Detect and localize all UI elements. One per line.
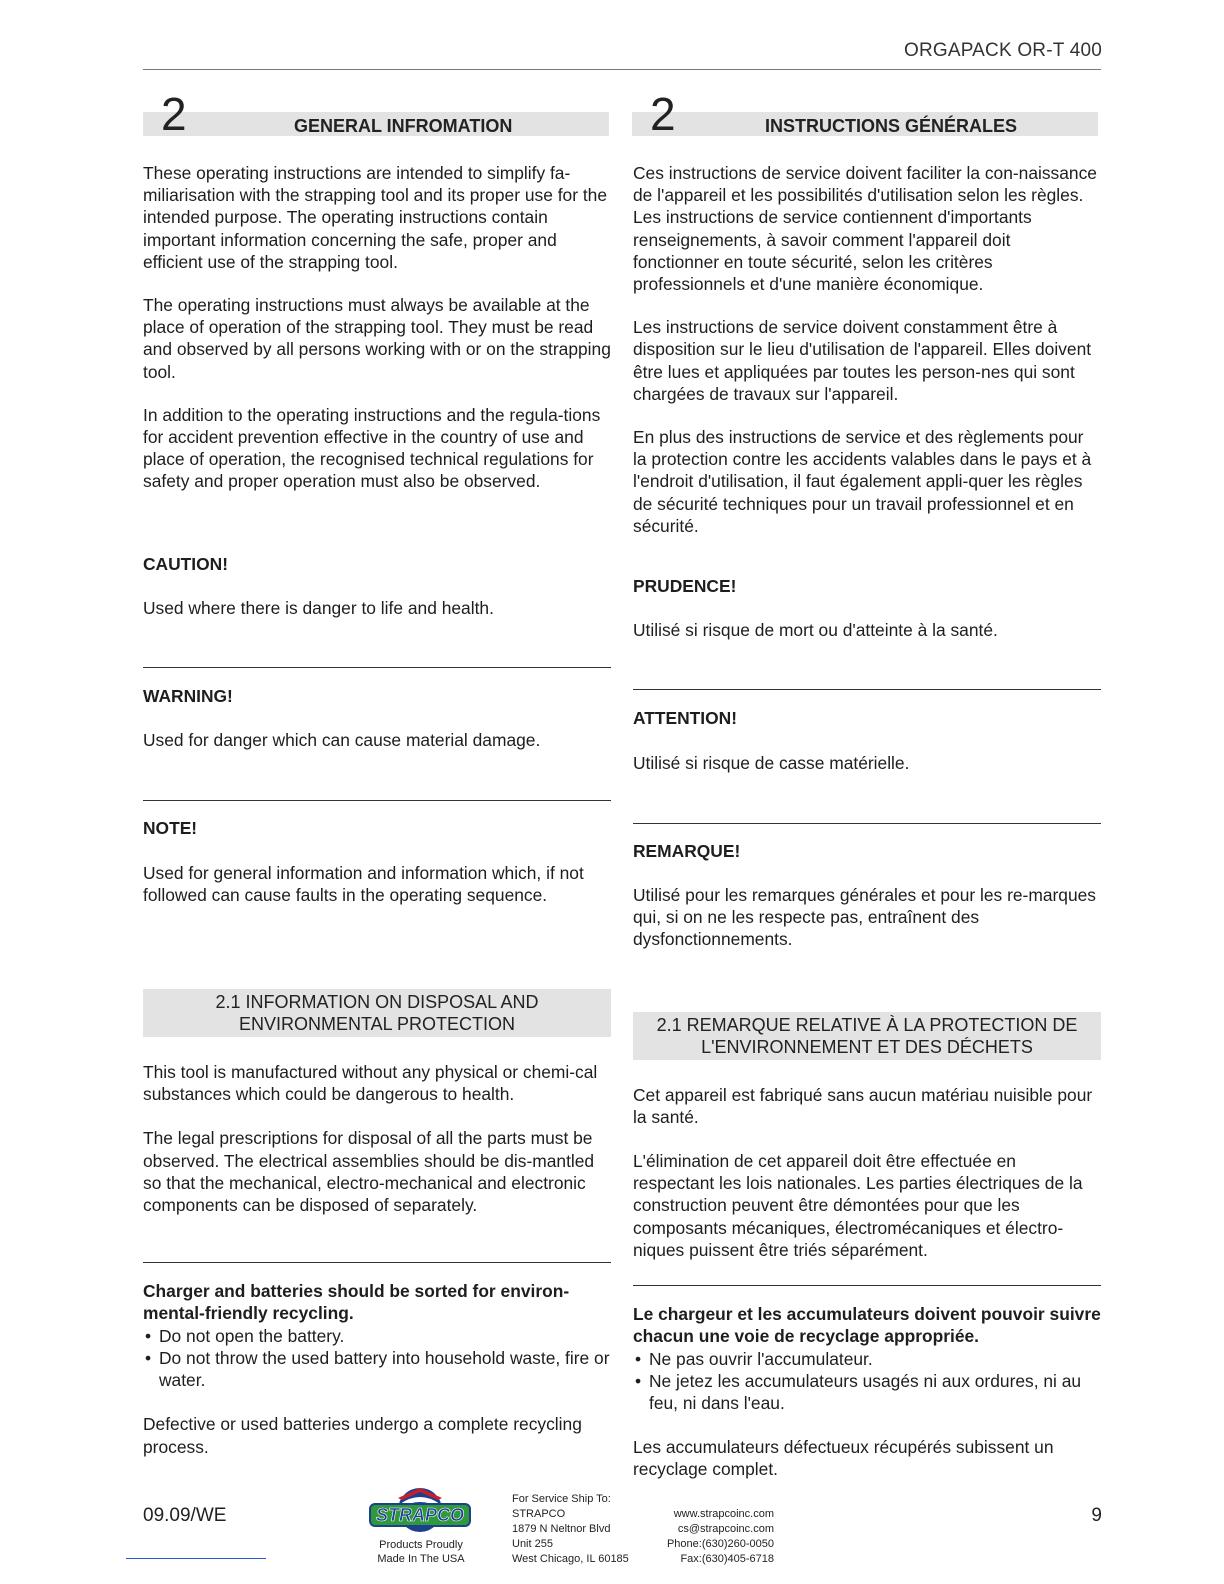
phone-number: Phone:(630)260-0050: [666, 1538, 774, 1550]
intro-paragraph: The operating instructions must always be available at the place of operation of the strapping tool. They must be read and observed by all persons working with or on the strapping tool.: [143, 295, 611, 382]
warning-label: ATTENTION!: [633, 708, 738, 729]
battery-list: [143, 1325, 611, 1392]
logo-tagline: [366, 1538, 476, 1566]
section-title: INSTRUCTIONS GÉNÉRALES: [765, 116, 1018, 136]
list-item: • Do not throw the used battery into household waste, fire or water.: [143, 1347, 611, 1391]
note-label: REMARQUE!: [633, 840, 741, 861]
intro-paragraph: Ces instructions de service doivent faciliter la con-naissance de l'appareil et les possibilités d'utilisation selon les règles. Les instructions de service contiennent d'importants renseignements, à savoir comment l'appareil doit fonctionner en toute sécurité, selon les critères professionnels et d'une manière économique.: [633, 163, 1097, 295]
caution-label: CAUTION!: [143, 553, 229, 574]
logo-tagline-line: Products Proudly: [379, 1539, 463, 1551]
section-number: 2: [161, 88, 187, 140]
notice-divider: [633, 1285, 1101, 1286]
address-line: For Service Ship To:: [512, 1493, 611, 1505]
address-line: West Chicago, IL 60185: [512, 1553, 629, 1565]
section-heading-en: [143, 88, 609, 140]
logo-tagline-line: Made In The USA: [377, 1553, 465, 1565]
section-heading-fr: [632, 88, 1098, 140]
warning-label: WARNING!: [143, 686, 233, 707]
caution-label: PRUDENCE!: [633, 576, 737, 597]
intro-paragraph: Les instructions de service doivent constamment être à disposition sur le lieu d'utilisation de l'appareil. Elles doivent être lues et appliquées par toutes les person-nes qui sont chargées de travaux sur l'appareil.: [633, 317, 1092, 404]
address-line: Unit 255: [512, 1538, 553, 1550]
section-number: 2: [650, 88, 676, 140]
footer-link-underline: [126, 1558, 266, 1559]
list-item: • Ne jetez les accumulateurs usagés ni aux ordures, ni au feu, ni dans l'eau.: [633, 1370, 1101, 1414]
address-line: 1879 N Neltnor Blvd: [512, 1523, 611, 1535]
intro-paragraph: These operating instructions are intended to simplify fa-miliarisation with the strapping tool and its proper use for the intended purpose. The operating instructions contain important information concerning the safe, proper and efficient use of the strapping tool.: [143, 163, 607, 272]
notice-divider: [633, 689, 1101, 690]
email-link[interactable]: cs@strapcoinc.com: [677, 1523, 774, 1535]
notice-divider: [633, 823, 1101, 824]
list-item: • Ne pas ouvrir l'accumulateur.: [633, 1348, 1101, 1370]
subsection-title: 2.1 INFORMATION ON DISPOSAL AND ENVIRONMENTAL PROTECTION: [143, 989, 611, 1037]
fax-number: Fax:(630)405-6718: [680, 1553, 774, 1565]
address-line: STRAPCO: [512, 1508, 566, 1520]
intro-paragraph: In addition to the operating instructions and the regula-tions for accident prevention effective in the country of use and place of operation, the recognised technical regulations for safety and proper operation must also be observed.: [143, 404, 601, 492]
notice-divider: [143, 800, 611, 801]
battery-closing: Les accumulateurs défectueux récupérés subissent un recyclage complet.: [633, 1437, 1054, 1480]
list-item: • Do not open the battery.: [143, 1325, 611, 1347]
disposal-paragraph: The legal prescriptions for disposal of all the parts must be observed. The electrical assemblies should be dis-mantled so that the mechanical, electro-mechanical and electronic components can be disposed of separately.: [143, 1128, 595, 1216]
french-column: [633, 162, 1101, 1481]
english-column: [143, 162, 611, 1458]
contact-info: [650, 1507, 774, 1567]
intro-paragraph: En plus des instructions de service et des règlements pour la protection contre les accidents valables dans le pays et à l'endroit d'utilisation, il faut également appli-quer les règles de sécurité techniques pour un travail professionnel et en sécurité.: [633, 427, 1092, 536]
warning-text: Used for danger which can cause material damage.: [143, 730, 541, 751]
page-number: 9: [1091, 1505, 1102, 1526]
battery-heading: Le chargeur et les accumulateurs doivent pouvoir suivre chacun une voie de recyclage appropriée.: [633, 1304, 1101, 1347]
document-header-title: ORGAPACK OR-T 400: [903, 40, 1102, 61]
website-link[interactable]: www.strapcoinc.com: [673, 1508, 774, 1520]
note-text: Utilisé pour les remarques générales et pour les re-marques qui, si on ne les respecte pas, entraînent des dysfonctionnements.: [633, 885, 1097, 950]
footer-date: 09.09/WE: [143, 1505, 227, 1526]
section-title: GENERAL INFROMATION: [294, 116, 513, 136]
warning-text: Utilisé si risque de casse matérielle.: [633, 752, 910, 773]
battery-heading: Charger and batteries should be sorted for environ-mental-friendly recycling.: [143, 1281, 570, 1324]
notice-divider: [143, 1262, 611, 1263]
strapco-logo-graphic: [368, 1484, 472, 1544]
note-text: Used for general information and information which, if not followed can cause faults in the operating sequence.: [143, 862, 584, 905]
header-divider: [143, 69, 1101, 70]
caution-text: Used where there is danger to life and health.: [143, 597, 494, 618]
disposal-paragraph: L'élimination de cet appareil doit être effectuée en respectant les lois nationales. Les parties électriques de la construction peuvent être démontées pour que les composants mécaniques, électromécaniques et électro-niques puissent être triés séparément.: [633, 1151, 1083, 1260]
logo-wordmark: STRAPCO: [375, 1505, 465, 1525]
battery-list: [633, 1348, 1101, 1415]
subsection-title: 2.1 REMARQUE RELATIVE À LA PROTECTION DE L'ENVIRONNEMENT ET DES DÉCHETS: [633, 1012, 1101, 1060]
service-address: [512, 1492, 629, 1567]
disposal-paragraph: Cet appareil est fabriqué sans aucun matériau nuisible pour la santé.: [633, 1084, 1093, 1127]
battery-closing: Defective or used batteries undergo a complete recycling process.: [143, 1414, 582, 1457]
notice-divider: [143, 667, 611, 668]
note-label: NOTE!: [143, 818, 198, 839]
caution-text: Utilisé si risque de mort ou d'atteinte à la santé.: [633, 620, 998, 641]
disposal-paragraph: This tool is manufactured without any physical or chemi-cal substances which could be dangerous to health.: [143, 1062, 598, 1105]
strapco-logo: [368, 1484, 472, 1544]
